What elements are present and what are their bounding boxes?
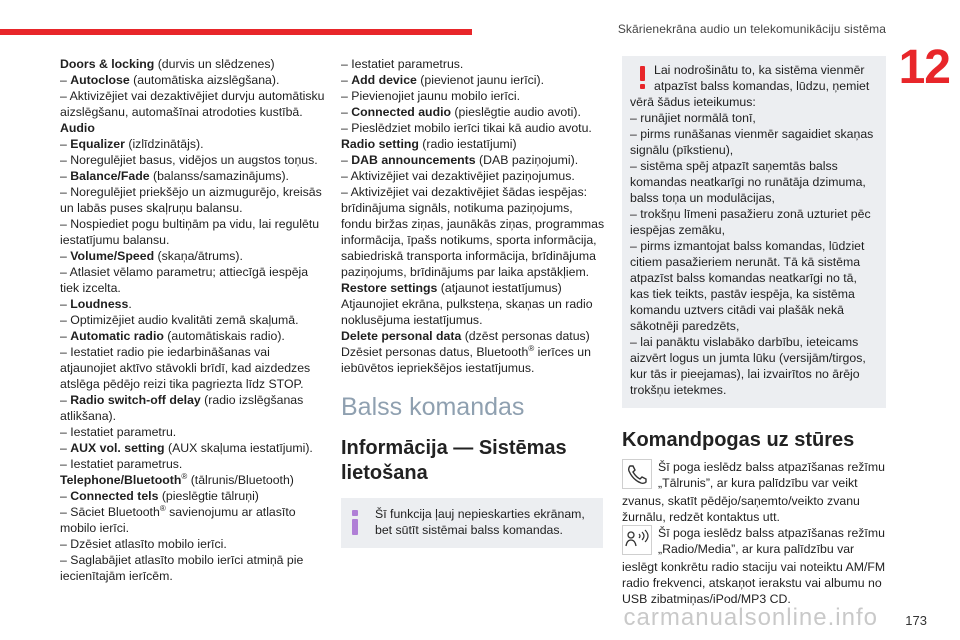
text-run: mobilo ierīci. (60, 521, 130, 535)
text-line (60, 472, 322, 488)
text-line (341, 56, 603, 72)
text-line (341, 360, 603, 376)
text-run: savienojumu ar atlasīto (165, 505, 296, 519)
text-line (60, 296, 322, 312)
page-number: 173 (905, 613, 927, 628)
text-run: (dzēst personas datus) (461, 329, 590, 343)
subsection-title-line: Informācija — Sistēmas (341, 437, 567, 459)
text-run: paziņojums, brīdinājums par laika apstākļiem. (341, 265, 590, 279)
warning-text-line: – pirms izmantojat balss komandas, lūdziet (630, 239, 865, 253)
warning-icon (640, 66, 645, 90)
text-run: – Noregulējiet priekšējo un aizmugurējo, kreisās (60, 185, 322, 199)
text-line (60, 248, 322, 264)
text-run: iecienītajām ierīcēm. (60, 569, 173, 583)
column-2 (341, 56, 603, 548)
bold-term: Connected audio (351, 105, 452, 119)
text-run: – (60, 73, 71, 87)
text-line (341, 184, 603, 200)
text-run: – (60, 329, 71, 343)
text-line (60, 376, 322, 392)
text-line (60, 72, 322, 88)
bold-term: Doors & locking (60, 57, 155, 71)
registered-mark: ® (159, 503, 166, 513)
bold-term: Volume/Speed (70, 249, 155, 263)
text-line (60, 152, 322, 168)
text-line (60, 440, 322, 456)
bold-term: Automatic radio (70, 329, 164, 343)
text-run: – Pievienojiet jaunu mobilo ierīci. (341, 89, 521, 103)
text-run: (automātiskais radio). (163, 329, 285, 343)
text-line (60, 232, 322, 248)
warning-text-line: atpazīst balss komandas, lūdzu, ņemiet (654, 79, 870, 93)
text-line (60, 312, 322, 328)
text-run: – Iestatiet radio pie iedarbināšanas vai (60, 345, 270, 359)
text-run: (skaņa/ātrums). (154, 249, 243, 263)
bold-term: Loudness (70, 297, 129, 311)
text-run: – (60, 297, 71, 311)
warning-text-line: – lai panāktu vislabāko darbību, ieteicams (630, 335, 859, 349)
text-line (341, 168, 603, 184)
text-run: – Iestatiet parametru. (60, 425, 177, 439)
cmd1-line: Šī poga ieslēdz balss atpazīšanas režīmu (658, 460, 885, 474)
text-run: – Iestatiet parametrus. (60, 457, 183, 471)
text-line (341, 312, 603, 328)
text-run: (balanss/samazinājums). (149, 169, 289, 183)
bold-term: Add device (351, 73, 417, 87)
text-line (60, 568, 322, 584)
text-line (60, 136, 322, 152)
text-line (60, 280, 322, 296)
registered-mark: ® (528, 343, 535, 353)
cmd2-line: Šī poga ieslēdz balss atpazīšanas režīmu (658, 526, 885, 540)
text-run: iestatījumu balansu. (60, 233, 170, 247)
phone-button-description (622, 459, 886, 525)
text-line (60, 392, 322, 408)
warning-text-line: kas tiek teikts, pastāv iespēja, ka sistēma (630, 287, 855, 301)
warning-text-line: balss toņa un modulācijas, (630, 191, 775, 205)
text-line (341, 216, 603, 232)
text-run: – (60, 393, 71, 407)
text-line (341, 264, 603, 280)
text-line (341, 232, 603, 248)
text-run: – Aktivizējiet vai dezaktivējiet paziņojumus. (341, 169, 575, 183)
text-line (60, 120, 322, 136)
text-run: atjaunojiet aktīvo stāvokli brīdī, kad aizdedzes (60, 361, 311, 375)
cmd2-line: USB zibatmiņas/iPod/MP3 CD. (622, 592, 791, 606)
warning-text-line: signālu (pīkstienu), (630, 143, 734, 157)
text-line (341, 296, 603, 312)
settings-list (341, 56, 603, 376)
warning-text-line: – trokšņu līmeni pasažieru zonā uzturiet pēc (630, 207, 871, 221)
chapter-number: 12 (898, 41, 950, 94)
bold-term: Equalizer (70, 137, 125, 151)
bold-term: DAB announcements (351, 153, 476, 167)
bold-term: Connected tels (70, 489, 159, 503)
running-title: Skārienekrāna audio un telekomunikāciju sistēma (617, 22, 886, 36)
subsection-title-line: lietošana (341, 462, 428, 484)
text-line (60, 424, 322, 440)
bold-term: AUX vol. setting (70, 441, 165, 455)
bold-term: Telephone/Bluetooth (60, 473, 182, 487)
warning-text-line: komandu uztvers citādi vai plašāk nekā (630, 303, 844, 317)
text-run: – (60, 137, 71, 151)
steering-voice-button-icon (622, 525, 652, 555)
text-run: (pieslēgtie tālruņi) (158, 489, 259, 503)
warning-text-line: trokšņu ietekmes. (630, 383, 727, 397)
bold-term: Delete personal data (341, 329, 462, 343)
text-run: (DAB paziņojumi). (475, 153, 579, 167)
text-line (60, 536, 322, 552)
text-run: – (60, 441, 71, 455)
text-run: – Pieslēdziet mobilo ierīci tikai kā audio avotu. (341, 121, 592, 135)
text-run: Atjaunojiet ekrāna, pulksteņa, skaņas un radio (341, 297, 593, 311)
text-line (60, 360, 322, 376)
text-run: atlikšana). (60, 409, 117, 423)
text-line (341, 328, 603, 344)
text-line (60, 168, 322, 184)
header-red-bar (0, 29, 472, 35)
text-run: aizslēgšanu, automašīnai atrodoties kustībā. (60, 105, 303, 119)
info-icon (352, 510, 358, 536)
cmd2-line: radio frekvenci, atskaņot ierakstu vai albumu no (622, 576, 882, 590)
text-line (60, 264, 322, 280)
commands-title: Komandpogas uz stūres (622, 429, 855, 451)
text-line (60, 408, 322, 424)
text-run: informācija, īpašs notikums, sporta informācija, (341, 233, 597, 247)
voice-button-description (622, 525, 886, 607)
text-run: – Noregulējiet basus, vidējos un augstos toņus. (60, 153, 318, 167)
text-run: Dzēsiet personas datus, Bluetooth (341, 345, 529, 359)
info-text-line: Šī funkcija ļauj nepieskarties ekrānam, (375, 507, 585, 521)
text-run: – (60, 169, 71, 183)
text-run: (durvis un slēdzenes) (154, 57, 275, 71)
column-3 (622, 56, 886, 607)
text-line (341, 120, 603, 136)
text-run: (AUX skaļuma iestatījumi). (164, 441, 313, 455)
column-1 (60, 56, 325, 584)
text-line (60, 488, 322, 504)
text-run: (automātiska aizslēgšana). (129, 73, 280, 87)
text-run: – (341, 105, 352, 119)
text-run: – (60, 489, 71, 503)
text-line (60, 184, 322, 200)
bold-term: Restore settings (341, 281, 438, 295)
text-line (60, 104, 322, 120)
text-line (341, 88, 603, 104)
text-run: – Aktivizējiet vai dezaktivējiet šādas iespējas: (341, 185, 588, 199)
warning-text-line: – sistēma spēj atpazīt saņemtās balss (630, 159, 838, 173)
text-run: – (341, 73, 352, 87)
steering-phone-button-icon (622, 459, 652, 489)
cmd1-line: zvanus, skatīt pēdējo/saņemto/veikto zvanu (622, 494, 860, 508)
text-run: (atjaunot iestatījumus) (437, 281, 562, 295)
text-run: – Sāciet Bluetooth (60, 505, 160, 519)
text-line (341, 248, 603, 264)
text-run: – Saglabājiet atlasīto mobilo ierīci atmiņā pie (60, 553, 304, 567)
text-run: – Dzēsiet atlasīto mobilo ierīci. (60, 537, 227, 551)
info-text-line: bet sūtīt sistēmai balss komandas. (375, 523, 563, 537)
warning-text-line: komandas neatkarīgi no runātāja dzimuma, (630, 175, 866, 189)
text-run: (radio iestatījumi) (418, 137, 517, 151)
warning-text-line: aizvērt logus un jumta lūku (versijām/tirgos, (630, 351, 866, 365)
text-run: tiek izcelta. (60, 281, 121, 295)
text-line (60, 56, 322, 72)
text-run: noklusējuma iestatījumus. (341, 313, 483, 327)
text-run: atslēga pēdējo reizi tika pagriezta līdz STOP. (60, 377, 304, 391)
text-run: iebūvētos iepriekšējos iestatījumus. (341, 361, 535, 375)
warning-text-line: kur tās ir pieejamas), lai izvairītos no ārējo (630, 367, 860, 381)
warning-text-line: vērā šādus ieteikumus: (630, 95, 756, 109)
text-run: ierīces un (534, 345, 591, 359)
section-title: Balss komandas (341, 393, 525, 421)
text-run: (radio izslēgšanas (200, 393, 304, 407)
registered-mark: ® (181, 471, 188, 481)
warning-text-line: – runājiet normālā tonī, (630, 111, 756, 125)
text-run: (tālrunis/Bluetooth) (187, 473, 294, 487)
text-run: – Atlasiet vēlamo parametru; attiecīgā iespēja (60, 265, 309, 279)
text-run: (pievienot jaunu ierīci). (416, 73, 545, 87)
text-line (341, 152, 603, 168)
warning-text-line: sākotnēji paredzēts, (630, 319, 740, 333)
text-run: un labās puses skaļruņu balansu. (60, 201, 243, 215)
watermark: carmanualsonline.info (623, 604, 878, 631)
text-run: – (341, 153, 352, 167)
text-line (60, 216, 322, 232)
text-line (341, 104, 603, 120)
cmd1-line: žurnālu, redzēt kontaktus utt. (622, 510, 780, 524)
text-run: – Optimizējiet audio kvalitāti zemā skaļumā. (60, 313, 299, 327)
text-line (60, 328, 322, 344)
cmd2-line: „Radio/Media”, ar kura palīdzību var (658, 542, 855, 556)
text-run: (pieslēgtie audio avoti). (451, 105, 581, 119)
text-run: (izlīdzinātājs). (124, 137, 204, 151)
warning-text-body (630, 94, 876, 398)
cmd1-line: „Tālrunis”, ar kura palīdzību var veikt (658, 476, 858, 490)
warning-box (622, 56, 886, 408)
text-line (60, 552, 322, 568)
text-line (341, 280, 603, 296)
warning-text-line: – pirms runāšanas vienmēr sagaidiet skaņas (630, 127, 874, 141)
warning-text-line: atpazīst balss komandas neatkarīgi no tā, (630, 271, 857, 285)
text-run: – (60, 249, 71, 263)
text-line (341, 136, 603, 152)
warning-text-line: Lai nodrošinātu to, ka sistēma vienmēr (654, 63, 865, 77)
warning-text-line: citiem pasažieriem nerunāt. Tā kā sistēma (630, 255, 861, 269)
text-line (60, 344, 322, 360)
text-line (60, 520, 322, 536)
cmd2-line: ieslēgt konkrētu radio staciju vai noteiktu AM/FM (622, 560, 886, 574)
bold-term: Radio switch-off delay (70, 393, 201, 407)
subsection-title (341, 436, 603, 486)
text-line (60, 88, 325, 104)
text-line (341, 200, 603, 216)
text-run: fondu biržas ziņas, jaunākās ziņas, programmas (341, 217, 605, 231)
text-line (60, 504, 322, 520)
text-line (60, 200, 322, 216)
text-run: – Nospiediet pogu bultiņām pa vidu, lai regulētu (60, 217, 320, 231)
text-run: – Iestatiet parametrus. (341, 57, 464, 71)
text-line (60, 456, 322, 472)
text-line (341, 72, 603, 88)
bold-term: Audio (60, 121, 95, 135)
bold-term: Autoclose (70, 73, 130, 87)
bold-term: Balance/Fade (70, 169, 150, 183)
text-run: sabiedriskā transporta informācija, brīdinājuma (341, 249, 596, 263)
info-box (341, 498, 603, 548)
warning-text-line: iespējas zemāku, (630, 223, 726, 237)
text-run: . (128, 297, 132, 311)
text-run: – Aktivizējiet vai dezaktivējiet durvju automātisku (60, 89, 325, 103)
text-line (341, 344, 603, 360)
text-run: brīdinājuma signāls, notikuma paziņojums, (341, 201, 573, 215)
bold-term: Radio setting (341, 137, 419, 151)
